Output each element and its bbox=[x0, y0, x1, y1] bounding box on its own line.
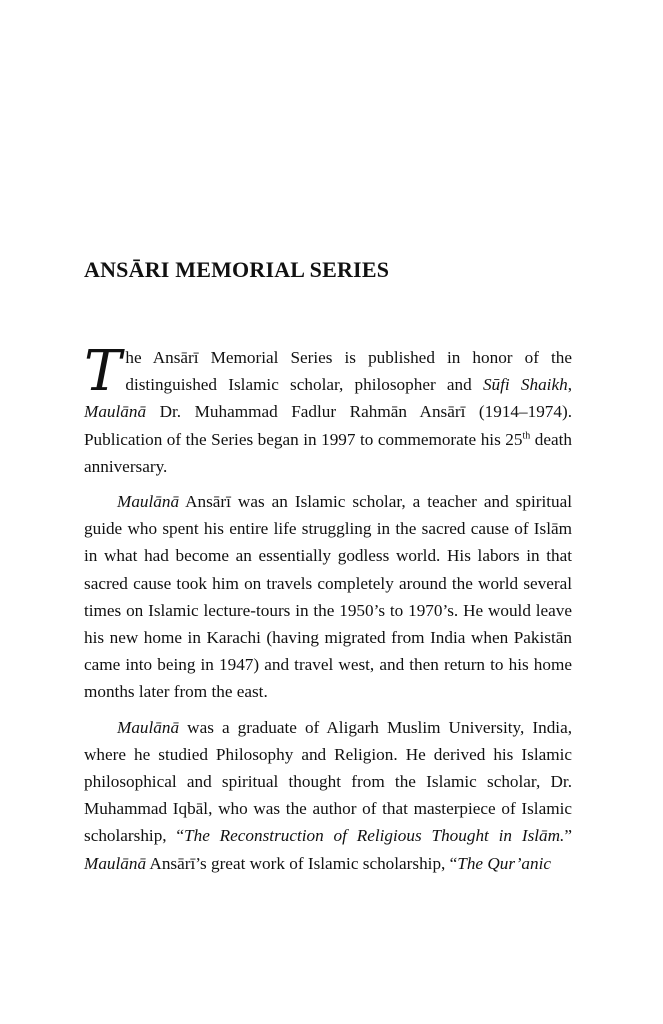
text-run: Ansārī was an Islamic scholar, a teacher and spiritual guide who spent his entire life struggling in the sacred cause of Islām in what had become an essentially godless world. His labors in that sacred cause took him on travels completely around the world several times on Islamic lecture-tours in the 1950’s to 1970’s. He would leave his new home in Karachi (having migrated from India when Pakistān came into being in 1947) and travel west, and then return to his home months later from the east. bbox=[84, 492, 572, 702]
paragraph-education bbox=[84, 714, 572, 877]
text-run: he Ansārī Memorial Series is published in honor of the distinguished Islamic scholar, philosopher and bbox=[125, 348, 572, 395]
ordinal-suffix: th bbox=[522, 429, 531, 441]
paragraph-intro bbox=[84, 339, 572, 480]
text-run: ” bbox=[564, 826, 572, 846]
paragraph-biography bbox=[84, 488, 572, 706]
drop-cap: T bbox=[84, 339, 122, 404]
italic-text: Sūfi Shaikh bbox=[482, 375, 568, 395]
italic-text: The Qur’anic bbox=[457, 853, 552, 873]
text-run: , bbox=[567, 375, 572, 395]
body-text bbox=[84, 339, 572, 885]
italic-text: Maulānā bbox=[117, 492, 180, 512]
italic-text: Maulānā bbox=[117, 717, 180, 737]
text-run: death anniversary. bbox=[84, 429, 572, 476]
text-run: was a graduate of Aligarh Muslim University, India, where he studied Philosophy and Religion. He derived his Islamic philosophical and spiritual thought from the Islamic scholar, Dr. Muhammad Iqbāl, who was the author of that masterpiece of Islamic scholarship, “ bbox=[84, 717, 572, 846]
page-title: ANSĀRI MEMORIAL SERIES bbox=[84, 257, 390, 282]
italic-text: The Reconstruction of Religious Thought in Islām. bbox=[184, 826, 565, 846]
italic-text: Maulānā bbox=[84, 402, 147, 422]
italic-text: Maulānā bbox=[84, 853, 147, 873]
text-run: Dr. Muhammad Fadlur Rahmān Ansārī (1914–1974). Publication of the Series began in 1997 to commemorate his 25 bbox=[84, 402, 572, 449]
text-run: Ansārī’s great work of Islamic scholarship, “ bbox=[146, 853, 458, 873]
